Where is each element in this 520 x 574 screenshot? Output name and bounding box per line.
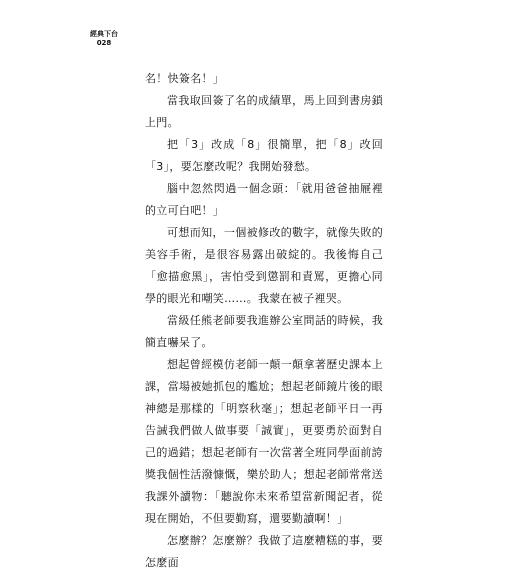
paragraph-7: 想起曾經模仿老師一顛一顛拿著歷史課本上課，當場被她抓包的尷尬；想起老師鏡片後的眼神總是那樣的「明察秋毫」；想起老師平日一再告誡我們做人做事要「誠實」，更要勇於面對自己的過錯；想起老師有一次當著全班同學面前誇獎我個性活潑慷慨，樂於助人；想起老師常常送我課外讀物：「聽說你未來希望當新聞記者，從現在開始，不但要勤寫，還要勤讀啊！」 (145, 358, 383, 525)
paragraph-2: 當我取回簽了名的成績單，馬上回到書房鎖上門。 (145, 94, 383, 129)
paragraph-6: 當級任熊老師要我進辦公室問話的時候，我簡直嚇呆了。 (145, 314, 383, 349)
paragraph-5: 可想而知，一個被修改的數字，就像失敗的美容手術，是很容易露出破綻的。我後悔自己「愈描愈黑」，害怕受到懲罰和責罵，更擔心同學的眼光和嘲笑……。我蒙在被子裡哭。 (145, 226, 383, 305)
running-header (84, 30, 124, 48)
series-title: 經典下台 (90, 30, 118, 38)
paragraph-3: 把「3」改成「8」很簡單，把「8」改回「3」，要怎麼改呢？我開始發愁。 (145, 138, 383, 173)
paragraph-8: 怎麼辦？怎麼辦？我做了這麼糟糕的事，要怎麼面 (145, 534, 383, 569)
body-text (145, 68, 383, 574)
page-number: 028 (96, 39, 112, 47)
paragraph-4: 腦中忽然閃過一個念頭：「就用爸爸抽屜裡的立可白吧！」 (145, 182, 383, 217)
paragraph-1: 名！快簽名！」 (145, 72, 225, 85)
